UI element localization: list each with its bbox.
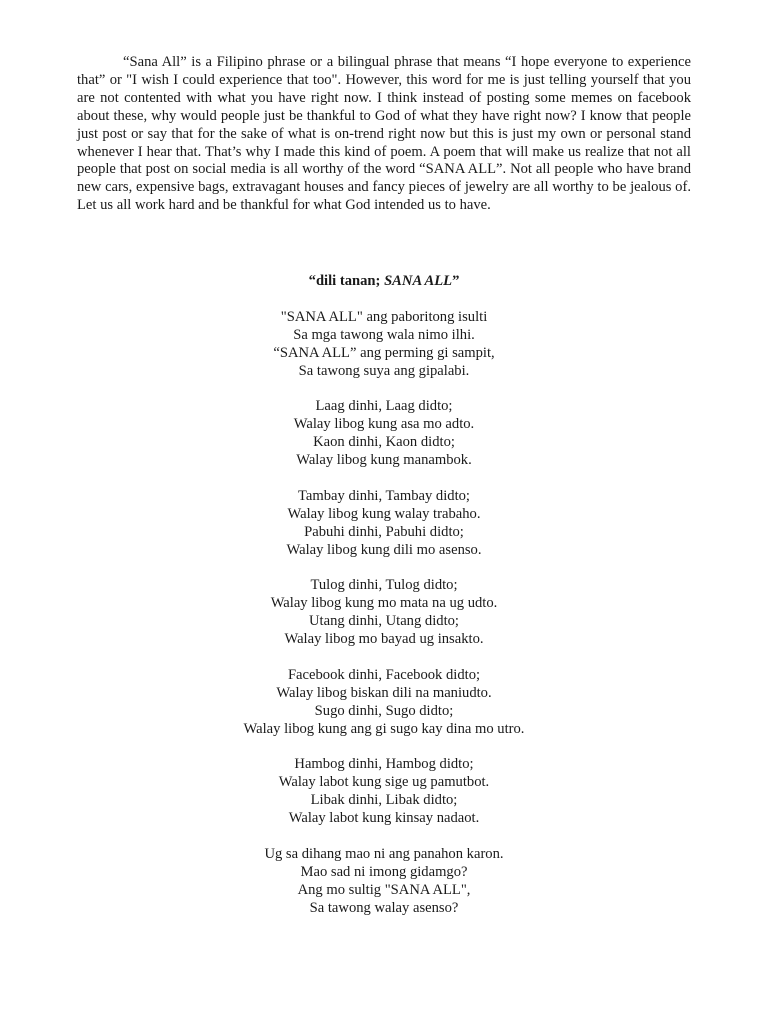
poem-stanza-2 bbox=[0, 398, 768, 470]
poem-line: Ug sa dihang mao ni ang panahon karon. bbox=[264, 845, 504, 862]
poem-line: Walay libog kung walay trabaho. bbox=[287, 505, 481, 522]
poem-line: Utang dinhi, Utang didto; bbox=[309, 613, 459, 630]
poem-line: Ang mo sultig "SANA ALL", bbox=[297, 881, 471, 898]
poem-line: Tambay dinhi, Tambay didto; bbox=[298, 487, 470, 504]
poem-line: Sa tawong walay asenso? bbox=[309, 899, 459, 916]
poem-line: Laag dinhi, Laag didto; bbox=[315, 398, 453, 415]
poem-line: Hambog dinhi, Hambog didto; bbox=[294, 756, 474, 773]
poem-stanza-4 bbox=[0, 577, 768, 649]
poem-line: Tulog dinhi, Tulog didto; bbox=[310, 577, 458, 594]
poem-line: Walay libog kung dili mo asenso. bbox=[286, 541, 482, 558]
poem-line: Walay libog kung ang gi sugo kay dina mo utro. bbox=[243, 720, 525, 737]
poem-title-prefix: “dili tanan; bbox=[308, 273, 385, 289]
poem-line: Sugo dinhi, Sugo didto; bbox=[314, 702, 454, 719]
poem-line: Walay labot kung kinsay nadaot. bbox=[288, 810, 480, 827]
poem-line: Mao sad ni imong gidamgo? bbox=[300, 863, 468, 880]
poem-line: Walay labot kung sige ug pamutbot. bbox=[278, 774, 490, 791]
poem-stanza-6 bbox=[0, 756, 768, 828]
poem-line: Walay libog kung manambok. bbox=[296, 452, 472, 469]
poem-stanza-5 bbox=[0, 667, 768, 739]
poem-stanza-7 bbox=[0, 846, 768, 918]
poem-line: Pabuhi dinhi, Pabuhi didto; bbox=[304, 523, 464, 540]
poem-title-italic: SANA ALL bbox=[384, 273, 453, 289]
poem-line: “SANA ALL” ang perming gi sampit, bbox=[273, 344, 495, 361]
poem-stanza-1 bbox=[0, 309, 768, 381]
poem-line: Walay libog mo bayad ug insakto. bbox=[284, 631, 484, 648]
poem-line: "SANA ALL" ang paboritong isulti bbox=[280, 308, 488, 325]
poem-title-suffix: ” bbox=[452, 273, 460, 289]
poem-line: Walay libog kung asa mo adto. bbox=[293, 416, 475, 433]
poem-line: Walay libog biskan dili na maniudto. bbox=[276, 684, 492, 701]
poem bbox=[0, 273, 768, 935]
poem-line: Sa mga tawong wala nimo ilhi. bbox=[293, 326, 475, 343]
poem-line: Walay libog kung mo mata na ug udto. bbox=[270, 595, 498, 612]
poem-line: Facebook dinhi, Facebook didto; bbox=[287, 666, 481, 683]
poem-line: Kaon dinhi, Kaon didto; bbox=[313, 434, 455, 451]
poem-stanza-3 bbox=[0, 488, 768, 560]
poem-title bbox=[0, 273, 768, 291]
poem-line: Libak dinhi, Libak didto; bbox=[310, 792, 458, 809]
intro-paragraph: “Sana All” is a Filipino phrase or a bilingual phrase that means “I hope everyone to experience that” or "I wish I could experience that too". However, this word for me is just telling yourself that you are not contented with what you have right now. I think instead of posting some memes on facebook about these, why would people just be thankful to God of what they have right now? I know that people just post or say that for the sake of what is on-trend right now but this is just my own or personal stand whenever I hear that. That’s why I made this kind of poem. A poem that will make us realize that not all people that post on social media is all worthy of the word “SANA ALL”. Not all people who have brand new cars, expensive bags, extravagant houses and fancy pieces of jewelry are all worthy to be jealous of. Let us all work hard and be thankful for what God intended us to have. bbox=[77, 54, 691, 214]
poem-line: Sa tawong suya ang gipalabi. bbox=[298, 362, 470, 379]
